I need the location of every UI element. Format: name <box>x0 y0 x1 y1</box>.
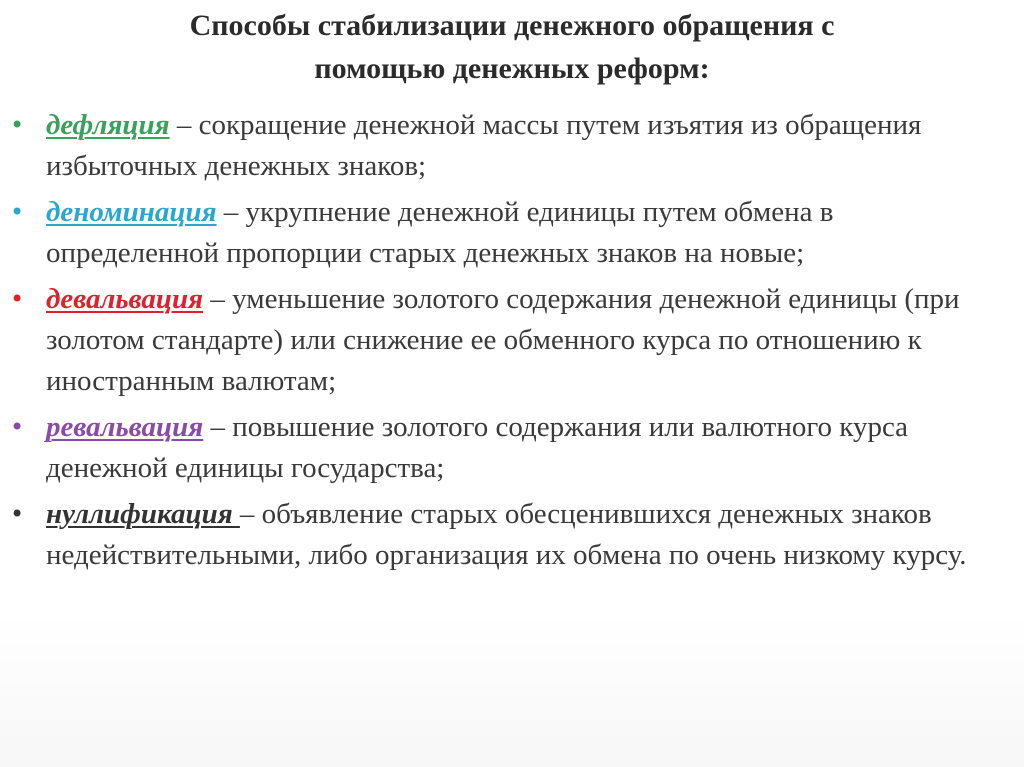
bullet-icon: • <box>10 198 25 226</box>
bullet-icon: • <box>10 413 25 441</box>
bullet-icon: • <box>10 500 25 528</box>
definition-nullification: – объявление старых обесценившихся денежных знаков недействительными, либо организация их обмена по очень низкому курсу. <box>46 498 967 571</box>
term-nullification: нуллификация <box>46 498 240 530</box>
slide-title <box>40 4 984 90</box>
bullet-icon: • <box>10 111 25 139</box>
list-item-denomination <box>0 192 1024 274</box>
definition-deflation: – сокращение денежной массы путем изъятия из обращения избыточных денежных знаков; <box>46 109 922 182</box>
term-devaluation: девальвация <box>46 283 204 315</box>
reform-methods-list <box>0 105 1024 581</box>
list-item-nullification <box>0 494 1024 576</box>
definition-devaluation: – уменьшение золотого содержания денежной единицы (при золотом стандарте) или снижение ее обменного курса по отношению к иностранным валютам; <box>46 283 960 397</box>
term-revaluation: ревальвация <box>46 411 204 443</box>
slide-title-line-2: помощью денежных реформ: <box>314 52 710 85</box>
list-item-deflation <box>0 105 1024 187</box>
term-deflation: дефляция <box>46 109 170 141</box>
list-item-devaluation <box>0 279 1024 402</box>
definition-revaluation: – повышение золотого содержания или валютного курса денежной единицы государства; <box>46 411 909 484</box>
slide-title-line-1: Способы стабилизации денежного обращения с <box>189 9 835 42</box>
definition-denomination: – укрупнение денежной единицы путем обмена в определенной пропорции старых денежных знаков на новые; <box>46 196 834 269</box>
term-denomination: деноминация <box>46 196 217 228</box>
bullet-icon: • <box>10 285 25 313</box>
list-item-revaluation <box>0 407 1024 489</box>
